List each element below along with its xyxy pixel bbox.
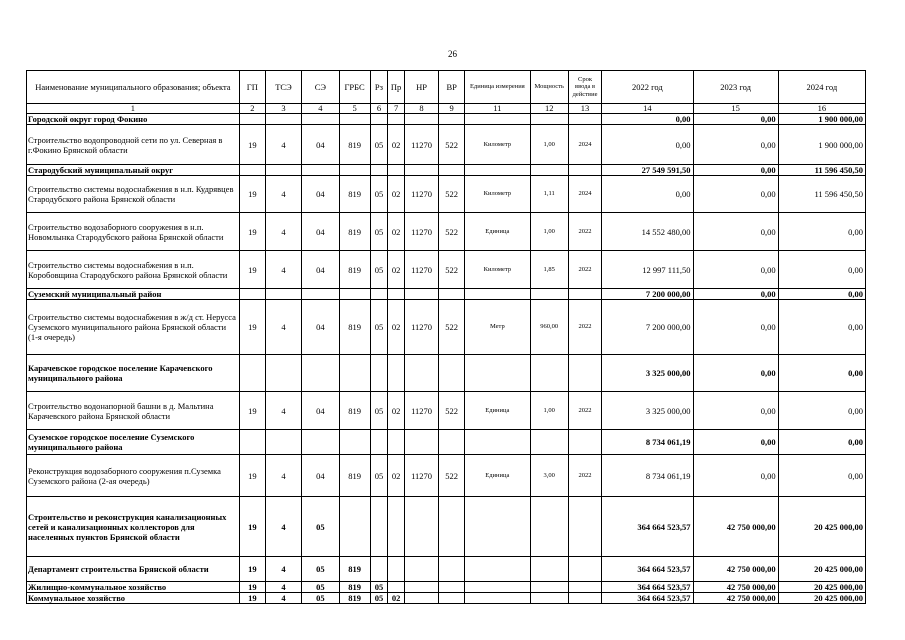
cell-2022: 364 664 523,57	[602, 497, 693, 557]
col-number: 5	[339, 104, 370, 114]
header-name: Наименование муниципального образования; объекта	[27, 71, 240, 104]
cell-vr	[439, 497, 465, 557]
cell-unit: Единица	[465, 392, 530, 430]
header-rz: Рз	[370, 71, 388, 104]
cell-tse: 4	[265, 593, 301, 604]
col-number: 2	[239, 104, 265, 114]
cell-se	[302, 165, 339, 176]
cell-power	[530, 582, 568, 593]
column-number-row	[27, 104, 866, 114]
cell-2024: 0,00	[778, 300, 865, 355]
cell-rz	[370, 557, 388, 582]
budget-table	[26, 70, 866, 604]
cell-term	[568, 114, 601, 125]
cell-term: 2024	[568, 176, 601, 213]
cell-pr	[388, 582, 405, 593]
cell-se: 05	[302, 497, 339, 557]
cell-2023: 0,00	[693, 289, 778, 300]
cell-nr	[404, 114, 438, 125]
cell-se: 04	[302, 455, 339, 497]
cell-rz	[370, 355, 388, 392]
header-unit: Единица измерения	[465, 71, 530, 104]
cell-gp: 19	[239, 176, 265, 213]
cell-gp	[239, 114, 265, 125]
cell-nr	[404, 289, 438, 300]
header-2022: 2022 год	[602, 71, 693, 104]
cell-gp: 19	[239, 213, 265, 251]
cell-unit	[465, 582, 530, 593]
cell-grbs	[339, 114, 370, 125]
cell-grbs: 819	[339, 125, 370, 165]
col-number: 9	[439, 104, 465, 114]
header-pr: Пр	[388, 71, 405, 104]
table-row	[27, 176, 866, 213]
cell-rz: 05	[370, 593, 388, 604]
cell-2022: 14 552 480,00	[602, 213, 693, 251]
row-name: Строительство системы водоснабжения в н.п. Кудрявцев Стародубского района Брянской области	[27, 176, 240, 213]
cell-term	[568, 430, 601, 455]
table-row	[27, 289, 866, 300]
header-power: Мощность	[530, 71, 568, 104]
header-nr: НР	[404, 71, 438, 104]
table-row	[27, 114, 866, 125]
cell-tse: 4	[265, 392, 301, 430]
cell-pr	[388, 165, 405, 176]
cell-grbs: 819	[339, 251, 370, 289]
cell-2022: 0,00	[602, 176, 693, 213]
cell-grbs: 819	[339, 392, 370, 430]
table-row	[27, 125, 866, 165]
cell-power: 1,85	[530, 251, 568, 289]
cell-vr	[439, 289, 465, 300]
cell-vr: 522	[439, 300, 465, 355]
cell-2022: 7 200 000,00	[602, 300, 693, 355]
cell-nr: 11270	[404, 392, 438, 430]
cell-vr	[439, 582, 465, 593]
cell-grbs	[339, 165, 370, 176]
cell-rz	[370, 289, 388, 300]
cell-term: 2024	[568, 125, 601, 165]
cell-power	[530, 289, 568, 300]
cell-gp	[239, 430, 265, 455]
cell-pr	[388, 430, 405, 455]
cell-tse: 4	[265, 300, 301, 355]
cell-pr: 02	[388, 125, 405, 165]
cell-term	[568, 557, 601, 582]
header-tse: ТСЭ	[265, 71, 301, 104]
col-number: 8	[404, 104, 438, 114]
cell-2023: 0,00	[693, 213, 778, 251]
cell-vr	[439, 355, 465, 392]
cell-2024: 0,00	[778, 455, 865, 497]
cell-tse	[265, 355, 301, 392]
row-name: Суземский муниципальный район	[27, 289, 240, 300]
cell-gp	[239, 355, 265, 392]
cell-2024: 0,00	[778, 392, 865, 430]
cell-se: 04	[302, 300, 339, 355]
cell-grbs: 819	[339, 213, 370, 251]
row-name: Строительство системы водоснабжения в ж/д ст. Нерусса Суземского муниципального района Брянской области (1-я очередь)	[27, 300, 240, 355]
row-name: Департамент строительства Брянской области	[27, 557, 240, 582]
row-name: Суземское городское поселение Суземского муниципального района	[27, 430, 240, 455]
cell-se: 04	[302, 176, 339, 213]
cell-grbs: 819	[339, 582, 370, 593]
cell-2023: 42 750 000,00	[693, 582, 778, 593]
col-number: 13	[568, 104, 601, 114]
cell-pr: 02	[388, 176, 405, 213]
cell-2024: 0,00	[778, 430, 865, 455]
cell-power	[530, 355, 568, 392]
cell-term	[568, 593, 601, 604]
cell-power	[530, 114, 568, 125]
cell-term	[568, 497, 601, 557]
cell-tse: 4	[265, 251, 301, 289]
cell-tse	[265, 430, 301, 455]
cell-se	[302, 430, 339, 455]
cell-power	[530, 430, 568, 455]
cell-nr	[404, 593, 438, 604]
table-row	[27, 582, 866, 593]
cell-se: 05	[302, 593, 339, 604]
cell-2022: 364 664 523,57	[602, 557, 693, 582]
cell-gp: 19	[239, 125, 265, 165]
cell-2024: 11 596 450,50	[778, 176, 865, 213]
row-name: Коммунальное хозяйство	[27, 593, 240, 604]
cell-term	[568, 355, 601, 392]
table-row	[27, 165, 866, 176]
cell-rz: 05	[370, 213, 388, 251]
header-2023: 2023 год	[693, 71, 778, 104]
cell-vr: 522	[439, 455, 465, 497]
cell-nr	[404, 557, 438, 582]
header-gp: ГП	[239, 71, 265, 104]
cell-unit	[465, 557, 530, 582]
cell-se: 05	[302, 557, 339, 582]
cell-term	[568, 165, 601, 176]
cell-pr: 02	[388, 251, 405, 289]
cell-2023: 0,00	[693, 114, 778, 125]
cell-pr: 02	[388, 593, 405, 604]
cell-2022: 364 664 523,57	[602, 593, 693, 604]
header-term: Срок ввода в действие	[568, 71, 601, 104]
cell-nr: 11270	[404, 176, 438, 213]
cell-se	[302, 355, 339, 392]
cell-se: 04	[302, 213, 339, 251]
row-name: Городской округ город Фокино	[27, 114, 240, 125]
cell-vr: 522	[439, 125, 465, 165]
cell-vr	[439, 593, 465, 604]
cell-term: 2022	[568, 300, 601, 355]
cell-2022: 3 325 000,00	[602, 355, 693, 392]
cell-2023: 42 750 000,00	[693, 557, 778, 582]
cell-term	[568, 289, 601, 300]
row-name: Реконструкция водозаборного сооружения п.Суземка Суземского района (2-ая очередь)	[27, 455, 240, 497]
cell-grbs	[339, 497, 370, 557]
col-number: 3	[265, 104, 301, 114]
cell-power: 1,00	[530, 125, 568, 165]
cell-power: 3,00	[530, 455, 568, 497]
cell-2024: 0,00	[778, 251, 865, 289]
cell-power	[530, 165, 568, 176]
cell-nr: 11270	[404, 213, 438, 251]
cell-unit: Километр	[465, 251, 530, 289]
cell-unit	[465, 430, 530, 455]
cell-2024: 20 425 000,00	[778, 497, 865, 557]
table-row	[27, 430, 866, 455]
cell-tse: 4	[265, 176, 301, 213]
cell-tse	[265, 289, 301, 300]
cell-vr: 522	[439, 176, 465, 213]
cell-term: 2022	[568, 455, 601, 497]
cell-2024: 0,00	[778, 289, 865, 300]
cell-tse: 4	[265, 213, 301, 251]
row-name: Строительство водонапорной башни в д. Мальтина Карачевского района Брянской области	[27, 392, 240, 430]
cell-2022: 8 734 061,19	[602, 455, 693, 497]
cell-2022: 364 664 523,57	[602, 582, 693, 593]
cell-pr	[388, 289, 405, 300]
cell-rz: 05	[370, 582, 388, 593]
cell-grbs	[339, 430, 370, 455]
cell-tse: 4	[265, 557, 301, 582]
cell-gp: 19	[239, 593, 265, 604]
cell-se: 05	[302, 582, 339, 593]
cell-power: 1,00	[530, 213, 568, 251]
cell-pr	[388, 114, 405, 125]
cell-unit	[465, 355, 530, 392]
row-name: Жилищно-коммунальное хозяйство	[27, 582, 240, 593]
cell-power: 960,00	[530, 300, 568, 355]
cell-2022: 8 734 061,19	[602, 430, 693, 455]
cell-nr	[404, 430, 438, 455]
cell-grbs: 819	[339, 455, 370, 497]
cell-2023: 0,00	[693, 355, 778, 392]
cell-grbs: 819	[339, 300, 370, 355]
cell-unit	[465, 165, 530, 176]
cell-rz: 05	[370, 251, 388, 289]
cell-2023: 42 750 000,00	[693, 593, 778, 604]
col-number: 12	[530, 104, 568, 114]
cell-2024: 0,00	[778, 355, 865, 392]
row-name: Строительство водозаборного сооружения в н.п. Новомлынка Стародубского района Брянской области	[27, 213, 240, 251]
cell-unit	[465, 497, 530, 557]
row-name: Строительство системы водоснабжения в н.п. Коробовщина Стародубского района Брянской области	[27, 251, 240, 289]
table-row	[27, 557, 866, 582]
cell-power	[530, 497, 568, 557]
cell-pr: 02	[388, 213, 405, 251]
col-number: 6	[370, 104, 388, 114]
cell-2024: 20 425 000,00	[778, 582, 865, 593]
cell-power: 1,00	[530, 392, 568, 430]
cell-rz	[370, 165, 388, 176]
cell-2022: 0,00	[602, 114, 693, 125]
cell-grbs	[339, 355, 370, 392]
cell-rz: 05	[370, 125, 388, 165]
header-2024: 2024 год	[778, 71, 865, 104]
col-number: 1	[27, 104, 240, 114]
cell-gp: 19	[239, 497, 265, 557]
cell-nr	[404, 165, 438, 176]
cell-nr	[404, 497, 438, 557]
cell-pr	[388, 557, 405, 582]
cell-unit: Единица	[465, 455, 530, 497]
col-number: 16	[778, 104, 865, 114]
cell-nr: 11270	[404, 455, 438, 497]
cell-vr	[439, 557, 465, 582]
header-row	[27, 71, 866, 104]
cell-gp: 19	[239, 251, 265, 289]
cell-2023: 42 750 000,00	[693, 497, 778, 557]
cell-rz	[370, 114, 388, 125]
cell-gp	[239, 289, 265, 300]
table-row	[27, 355, 866, 392]
cell-gp	[239, 165, 265, 176]
col-number: 14	[602, 104, 693, 114]
table-row	[27, 213, 866, 251]
cell-gp: 19	[239, 392, 265, 430]
cell-power: 1,11	[530, 176, 568, 213]
cell-2022: 3 325 000,00	[602, 392, 693, 430]
table-row	[27, 300, 866, 355]
cell-2023: 0,00	[693, 430, 778, 455]
cell-2023: 0,00	[693, 165, 778, 176]
cell-unit	[465, 114, 530, 125]
cell-2024: 1 900 000,00	[778, 114, 865, 125]
cell-rz	[370, 497, 388, 557]
cell-2024: 20 425 000,00	[778, 557, 865, 582]
row-name: Строительство и реконструкция канализационных сетей и канализационных коллекторов для населенных пунктов Брянской области	[27, 497, 240, 557]
cell-grbs	[339, 289, 370, 300]
row-name: Стародубский муниципальный округ	[27, 165, 240, 176]
cell-pr: 02	[388, 455, 405, 497]
table-row	[27, 593, 866, 604]
cell-vr: 522	[439, 392, 465, 430]
cell-term	[568, 582, 601, 593]
cell-grbs: 819	[339, 176, 370, 213]
cell-rz: 05	[370, 455, 388, 497]
cell-2023: 0,00	[693, 300, 778, 355]
cell-unit: Метр	[465, 300, 530, 355]
cell-vr	[439, 165, 465, 176]
header-se: СЭ	[302, 71, 339, 104]
cell-gp: 19	[239, 557, 265, 582]
cell-nr: 11270	[404, 125, 438, 165]
cell-tse: 4	[265, 125, 301, 165]
cell-nr: 11270	[404, 300, 438, 355]
cell-se: 04	[302, 251, 339, 289]
cell-vr: 522	[439, 213, 465, 251]
cell-gp: 19	[239, 300, 265, 355]
row-name: Строительство водопроводной сети по ул. Северная в г.Фокино Брянской области	[27, 125, 240, 165]
cell-2023: 0,00	[693, 125, 778, 165]
cell-2022: 12 997 111,50	[602, 251, 693, 289]
cell-tse	[265, 165, 301, 176]
cell-se	[302, 289, 339, 300]
cell-vr: 522	[439, 251, 465, 289]
cell-unit	[465, 289, 530, 300]
cell-2024: 1 900 000,00	[778, 125, 865, 165]
cell-rz: 05	[370, 392, 388, 430]
cell-pr: 02	[388, 300, 405, 355]
cell-gp: 19	[239, 582, 265, 593]
cell-2022: 27 549 591,50	[602, 165, 693, 176]
cell-term: 2022	[568, 213, 601, 251]
cell-rz	[370, 430, 388, 455]
cell-unit	[465, 593, 530, 604]
cell-se	[302, 114, 339, 125]
cell-tse: 4	[265, 455, 301, 497]
table-row	[27, 497, 866, 557]
cell-term: 2022	[568, 392, 601, 430]
cell-grbs: 819	[339, 557, 370, 582]
cell-2023: 0,00	[693, 455, 778, 497]
cell-tse	[265, 114, 301, 125]
cell-se: 04	[302, 125, 339, 165]
cell-power	[530, 557, 568, 582]
cell-power	[530, 593, 568, 604]
page-number: 26	[448, 49, 457, 59]
cell-vr	[439, 430, 465, 455]
col-number: 15	[693, 104, 778, 114]
cell-2023: 0,00	[693, 176, 778, 213]
col-number: 7	[388, 104, 405, 114]
cell-rz: 05	[370, 176, 388, 213]
header-grbs: ГРБС	[339, 71, 370, 104]
col-number: 4	[302, 104, 339, 114]
cell-gp: 19	[239, 455, 265, 497]
table-row	[27, 251, 866, 289]
cell-2022: 0,00	[602, 125, 693, 165]
cell-unit: Километр	[465, 176, 530, 213]
cell-2024: 0,00	[778, 213, 865, 251]
cell-grbs: 819	[339, 593, 370, 604]
cell-nr	[404, 582, 438, 593]
cell-term: 2022	[568, 251, 601, 289]
cell-nr: 11270	[404, 251, 438, 289]
cell-tse: 4	[265, 582, 301, 593]
table-row	[27, 455, 866, 497]
cell-unit: Километр	[465, 125, 530, 165]
cell-pr	[388, 355, 405, 392]
cell-pr	[388, 497, 405, 557]
row-name: Карачевское городское поселение Карачевского муниципального района	[27, 355, 240, 392]
cell-2024: 20 425 000,00	[778, 593, 865, 604]
cell-unit: Единица	[465, 213, 530, 251]
cell-vr	[439, 114, 465, 125]
cell-2023: 0,00	[693, 251, 778, 289]
cell-2022: 7 200 000,00	[602, 289, 693, 300]
cell-rz: 05	[370, 300, 388, 355]
cell-pr: 02	[388, 392, 405, 430]
table-row	[27, 392, 866, 430]
cell-2023: 0,00	[693, 392, 778, 430]
cell-tse: 4	[265, 497, 301, 557]
col-number: 11	[465, 104, 530, 114]
cell-2024: 11 596 450,50	[778, 165, 865, 176]
cell-se: 04	[302, 392, 339, 430]
cell-nr	[404, 355, 438, 392]
header-vr: ВР	[439, 71, 465, 104]
